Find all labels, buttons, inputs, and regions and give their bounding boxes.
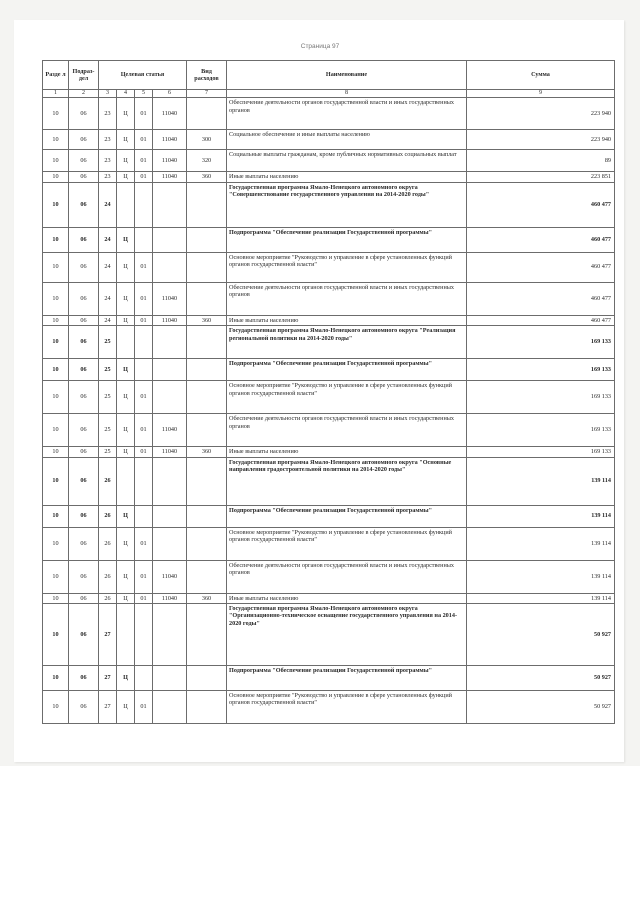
- name-cell: Государственная программа Ямало-Ненецкого автономного округа "Организационно-техническое оснащение государственного управления на 2014-2020 годы": [227, 603, 467, 665]
- podrazdel-cell: 06: [69, 326, 99, 359]
- program-cell: 24: [99, 227, 117, 252]
- sum-cell: 460 477: [467, 227, 615, 252]
- table-row: [43, 665, 615, 690]
- code-cell: 11040: [153, 593, 187, 603]
- sum-cell: 223 940: [467, 130, 615, 150]
- sum-cell: 139 114: [467, 505, 615, 527]
- code-cell: [153, 326, 187, 359]
- code-cell: 11040: [153, 447, 187, 457]
- podrazdel-cell: 06: [69, 447, 99, 457]
- table-row: [43, 457, 615, 505]
- subprogram-cell: Ц: [117, 315, 135, 325]
- razdel-cell: 10: [43, 150, 69, 172]
- vid-rashodov-cell: 360: [187, 593, 227, 603]
- subprogram-cell: Ц: [117, 252, 135, 282]
- event-cell: 01: [135, 282, 153, 315]
- subprogram-cell: [117, 603, 135, 665]
- subprogram-cell: [117, 326, 135, 359]
- razdel-cell: 10: [43, 603, 69, 665]
- table-row: [43, 130, 615, 150]
- vid-rashodov-cell: [187, 457, 227, 505]
- name-cell: Подпрограмма "Обеспечение реализации Государственной программы": [227, 227, 467, 252]
- event-cell: [135, 182, 153, 227]
- vid-rashodov-cell: [187, 414, 227, 447]
- code-cell: 11040: [153, 560, 187, 593]
- code-cell: 11040: [153, 172, 187, 182]
- subprogram-cell: Ц: [117, 98, 135, 130]
- program-cell: 25: [99, 381, 117, 414]
- razdel-cell: 10: [43, 457, 69, 505]
- subprogram-cell: Ц: [117, 381, 135, 414]
- podrazdel-cell: 06: [69, 457, 99, 505]
- subprogram-cell: Ц: [117, 527, 135, 560]
- header-vid-rashodov: Вид расходов: [187, 61, 227, 90]
- razdel-cell: 10: [43, 527, 69, 560]
- table-row: [43, 593, 615, 603]
- razdel-cell: 10: [43, 252, 69, 282]
- subprogram-cell: Ц: [117, 130, 135, 150]
- column-number: 7: [187, 90, 227, 98]
- code-cell: [153, 690, 187, 723]
- blank-area: [0, 766, 640, 905]
- subprogram-cell: Ц: [117, 227, 135, 252]
- page-label: Страница 97: [300, 43, 340, 50]
- podrazdel-cell: 06: [69, 527, 99, 560]
- event-cell: [135, 665, 153, 690]
- subprogram-cell: Ц: [117, 690, 135, 723]
- table-body: [43, 98, 615, 724]
- sum-cell: 89: [467, 150, 615, 172]
- code-cell: 11040: [153, 150, 187, 172]
- name-cell: Обеспечение деятельности органов государственной власти и иных государственных органов: [227, 282, 467, 315]
- code-cell: [153, 527, 187, 560]
- code-cell: 11040: [153, 315, 187, 325]
- vid-rashodov-cell: [187, 527, 227, 560]
- vid-rashodov-cell: [187, 665, 227, 690]
- name-cell: Подпрограмма "Обеспечение реализации Государственной программы": [227, 359, 467, 381]
- vid-rashodov-cell: [187, 227, 227, 252]
- sum-cell: 169 133: [467, 359, 615, 381]
- sum-cell: 50 927: [467, 603, 615, 665]
- event-cell: 01: [135, 560, 153, 593]
- podrazdel-cell: 06: [69, 150, 99, 172]
- razdel-cell: 10: [43, 505, 69, 527]
- subprogram-cell: Ц: [117, 593, 135, 603]
- podrazdel-cell: 06: [69, 182, 99, 227]
- podrazdel-cell: 06: [69, 690, 99, 723]
- name-cell: Государственная программа Ямало-Ненецкого автономного округа "Реализация региональной политики на 2014-2020 годы": [227, 326, 467, 359]
- razdel-cell: 10: [43, 282, 69, 315]
- header-summa: Сумма: [467, 61, 615, 90]
- column-number: 4: [117, 90, 135, 98]
- name-cell: Основное мероприятие "Руководство и управление в сфере установленных функций органов государственной власти": [227, 690, 467, 723]
- subprogram-cell: Ц: [117, 665, 135, 690]
- program-cell: 26: [99, 457, 117, 505]
- name-cell: Государственная программа Ямало-Ненецкого автономного округа "Совершенствование государственного управления на 2014-2020 годы": [227, 182, 467, 227]
- table-row: [43, 315, 615, 325]
- subprogram-cell: Ц: [117, 414, 135, 447]
- subprogram-cell: Ц: [117, 150, 135, 172]
- code-cell: 11040: [153, 414, 187, 447]
- name-cell: Иные выплаты населению: [227, 447, 467, 457]
- podrazdel-cell: 06: [69, 172, 99, 182]
- event-cell: 01: [135, 172, 153, 182]
- sum-cell: 169 133: [467, 381, 615, 414]
- table-row: [43, 227, 615, 252]
- event-cell: 01: [135, 315, 153, 325]
- table-row: [43, 326, 615, 359]
- header-celevaya-statya: Целевая статья: [99, 61, 187, 90]
- table-row: [43, 447, 615, 457]
- header-naimenovanie: Наименование: [227, 61, 467, 90]
- program-cell: 23: [99, 98, 117, 130]
- sum-cell: 460 477: [467, 182, 615, 227]
- code-cell: 11040: [153, 130, 187, 150]
- program-cell: 26: [99, 560, 117, 593]
- subprogram-cell: [117, 182, 135, 227]
- program-cell: 25: [99, 447, 117, 457]
- sum-cell: 460 477: [467, 315, 615, 325]
- event-cell: 01: [135, 447, 153, 457]
- table-row: [43, 98, 615, 130]
- program-cell: 26: [99, 527, 117, 560]
- event-cell: 01: [135, 593, 153, 603]
- podrazdel-cell: 06: [69, 130, 99, 150]
- name-cell: Основное мероприятие "Руководство и управление в сфере установленных функций органов государственной власти": [227, 252, 467, 282]
- table-row: [43, 252, 615, 282]
- sum-cell: 169 133: [467, 326, 615, 359]
- code-cell: [153, 505, 187, 527]
- name-cell: Иные выплаты населению: [227, 593, 467, 603]
- razdel-cell: 10: [43, 665, 69, 690]
- vid-rashodov-cell: 360: [187, 447, 227, 457]
- subprogram-cell: Ц: [117, 172, 135, 182]
- vid-rashodov-cell: 360: [187, 172, 227, 182]
- code-cell: [153, 227, 187, 252]
- event-cell: 01: [135, 690, 153, 723]
- program-cell: 26: [99, 505, 117, 527]
- column-number: 2: [69, 90, 99, 98]
- name-cell: Социальное обеспечение и иные выплаты населению: [227, 130, 467, 150]
- column-number: 5: [135, 90, 153, 98]
- podrazdel-cell: 06: [69, 593, 99, 603]
- header-row: [43, 61, 615, 90]
- event-cell: 01: [135, 252, 153, 282]
- razdel-cell: 10: [43, 560, 69, 593]
- subprogram-cell: Ц: [117, 447, 135, 457]
- podrazdel-cell: 06: [69, 282, 99, 315]
- podrazdel-cell: 06: [69, 359, 99, 381]
- subprogram-cell: Ц: [117, 359, 135, 381]
- vid-rashodov-cell: [187, 282, 227, 315]
- vid-rashodov-cell: 320: [187, 150, 227, 172]
- budget-table: [42, 60, 615, 724]
- vid-rashodov-cell: [187, 359, 227, 381]
- vid-rashodov-cell: [187, 603, 227, 665]
- event-cell: [135, 326, 153, 359]
- table-row: [43, 414, 615, 447]
- code-cell: [153, 252, 187, 282]
- program-cell: 25: [99, 326, 117, 359]
- podrazdel-cell: 06: [69, 381, 99, 414]
- vid-rashodov-cell: [187, 690, 227, 723]
- razdel-cell: 10: [43, 381, 69, 414]
- event-cell: 01: [135, 381, 153, 414]
- column-number: 3: [99, 90, 117, 98]
- razdel-cell: 10: [43, 182, 69, 227]
- code-cell: [153, 182, 187, 227]
- subprogram-cell: Ц: [117, 505, 135, 527]
- podrazdel-cell: 06: [69, 414, 99, 447]
- event-cell: [135, 505, 153, 527]
- vid-rashodov-cell: [187, 326, 227, 359]
- program-cell: 25: [99, 414, 117, 447]
- sum-cell: 169 133: [467, 447, 615, 457]
- event-cell: 01: [135, 150, 153, 172]
- event-cell: [135, 227, 153, 252]
- razdel-cell: 10: [43, 98, 69, 130]
- program-cell: 24: [99, 252, 117, 282]
- sum-cell: 139 114: [467, 593, 615, 603]
- program-cell: 26: [99, 593, 117, 603]
- name-cell: Обеспечение деятельности органов государственной власти и иных государственных органов: [227, 560, 467, 593]
- vid-rashodov-cell: [187, 252, 227, 282]
- table-row: [43, 182, 615, 227]
- table-row: [43, 690, 615, 723]
- sum-cell: 223 940: [467, 98, 615, 130]
- podrazdel-cell: 06: [69, 665, 99, 690]
- razdel-cell: 10: [43, 172, 69, 182]
- program-cell: 27: [99, 665, 117, 690]
- name-cell: Основное мероприятие "Руководство и управление в сфере установленных функций органов государственной власти": [227, 527, 467, 560]
- razdel-cell: 10: [43, 227, 69, 252]
- name-cell: Обеспечение деятельности органов государственной власти и иных государственных органов: [227, 98, 467, 130]
- table-row: [43, 505, 615, 527]
- table-row: [43, 172, 615, 182]
- table-row: [43, 359, 615, 381]
- sum-cell: 223 851: [467, 172, 615, 182]
- name-cell: Основное мероприятие "Руководство и управление в сфере установленных функций органов государственной власти": [227, 381, 467, 414]
- razdel-cell: 10: [43, 130, 69, 150]
- table-row: [43, 527, 615, 560]
- subprogram-cell: [117, 457, 135, 505]
- podrazdel-cell: 06: [69, 252, 99, 282]
- program-cell: 23: [99, 130, 117, 150]
- name-cell: Подпрограмма "Обеспечение реализации Государственной программы": [227, 505, 467, 527]
- name-cell: Государственная программа Ямало-Ненецкого автономного округа "Основные направления градостроительной политики на 2014-2020 годы": [227, 457, 467, 505]
- name-cell: Иные выплаты населению: [227, 315, 467, 325]
- subprogram-cell: Ц: [117, 560, 135, 593]
- sum-cell: 139 114: [467, 527, 615, 560]
- event-cell: [135, 457, 153, 505]
- program-cell: 27: [99, 603, 117, 665]
- table-row: [43, 381, 615, 414]
- column-number: 1: [43, 90, 69, 98]
- event-cell: 01: [135, 98, 153, 130]
- table-row: [43, 150, 615, 172]
- sum-cell: 460 477: [467, 282, 615, 315]
- table-row: [43, 560, 615, 593]
- code-cell: 11040: [153, 282, 187, 315]
- razdel-cell: 10: [43, 326, 69, 359]
- razdel-cell: 10: [43, 359, 69, 381]
- program-cell: 25: [99, 359, 117, 381]
- name-cell: Подпрограмма "Обеспечение реализации Государственной программы": [227, 665, 467, 690]
- podrazdel-cell: 06: [69, 560, 99, 593]
- sum-cell: 50 927: [467, 665, 615, 690]
- sum-cell: 460 477: [467, 252, 615, 282]
- table-row: [43, 603, 615, 665]
- code-cell: [153, 381, 187, 414]
- program-cell: 24: [99, 182, 117, 227]
- vid-rashodov-cell: [187, 381, 227, 414]
- column-number: 8: [227, 90, 467, 98]
- code-cell: 11040: [153, 98, 187, 130]
- program-cell: 23: [99, 150, 117, 172]
- event-cell: [135, 603, 153, 665]
- razdel-cell: 10: [43, 414, 69, 447]
- razdel-cell: 10: [43, 593, 69, 603]
- code-cell: [153, 603, 187, 665]
- program-cell: 24: [99, 315, 117, 325]
- razdel-cell: 10: [43, 315, 69, 325]
- program-cell: 23: [99, 172, 117, 182]
- podrazdel-cell: 06: [69, 227, 99, 252]
- event-cell: 01: [135, 527, 153, 560]
- vid-rashodov-cell: 300: [187, 130, 227, 150]
- vid-rashodov-cell: [187, 560, 227, 593]
- vid-rashodov-cell: [187, 182, 227, 227]
- vid-rashodov-cell: [187, 98, 227, 130]
- podrazdel-cell: 06: [69, 98, 99, 130]
- event-cell: 01: [135, 414, 153, 447]
- code-cell: [153, 457, 187, 505]
- code-cell: [153, 359, 187, 381]
- vid-rashodov-cell: 360: [187, 315, 227, 325]
- code-cell: [153, 665, 187, 690]
- razdel-cell: 10: [43, 690, 69, 723]
- razdel-cell: 10: [43, 447, 69, 457]
- header-razdel: Разде л: [43, 61, 69, 90]
- podrazdel-cell: 06: [69, 315, 99, 325]
- event-cell: 01: [135, 130, 153, 150]
- sum-cell: 169 133: [467, 414, 615, 447]
- sum-cell: 139 114: [467, 560, 615, 593]
- program-cell: 24: [99, 282, 117, 315]
- subprogram-cell: Ц: [117, 282, 135, 315]
- sum-cell: 139 114: [467, 457, 615, 505]
- table-row: [43, 282, 615, 315]
- sum-cell: 50 927: [467, 690, 615, 723]
- podrazdel-cell: 06: [69, 505, 99, 527]
- column-number: 9: [467, 90, 615, 98]
- name-cell: Социальные выплаты гражданам, кроме публичных нормативных социальных выплат: [227, 150, 467, 172]
- podrazdel-cell: 06: [69, 603, 99, 665]
- name-cell: Обеспечение деятельности органов государственной власти и иных государственных органов: [227, 414, 467, 447]
- program-cell: 27: [99, 690, 117, 723]
- column-number: 6: [153, 90, 187, 98]
- event-cell: [135, 359, 153, 381]
- header-podrazdel: Подраз- дел: [69, 61, 99, 90]
- name-cell: Иные выплаты населению: [227, 172, 467, 182]
- vid-rashodov-cell: [187, 505, 227, 527]
- column-number-row: [43, 90, 615, 98]
